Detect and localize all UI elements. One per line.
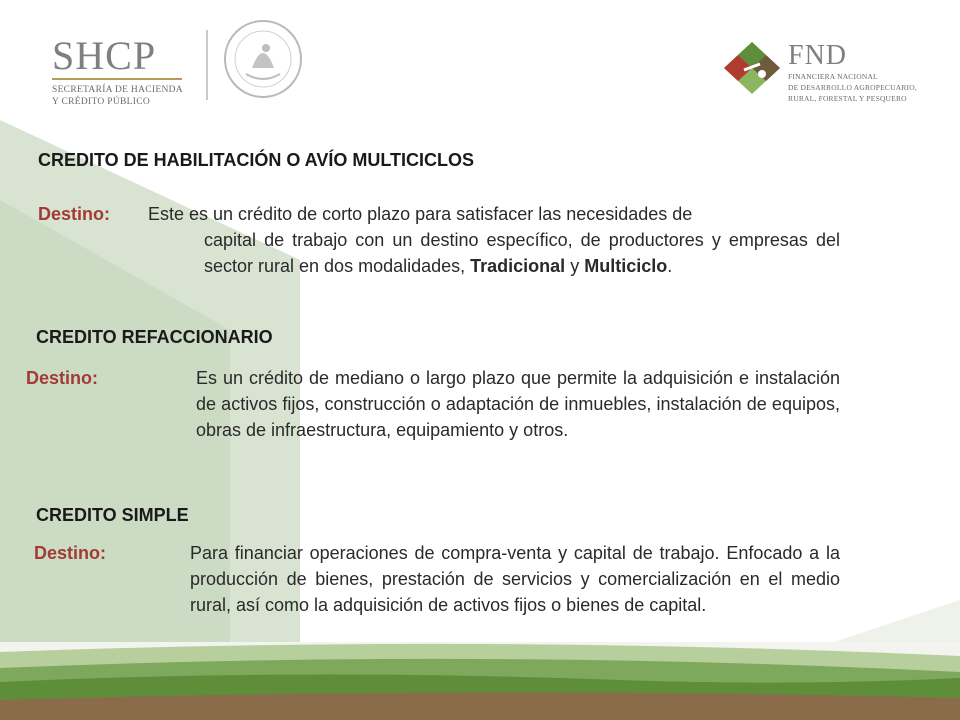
- avio-conjunction: y: [570, 256, 580, 276]
- mexico-seal-icon: [222, 18, 304, 100]
- avio-period: .: [667, 256, 673, 276]
- destino-label-avio: Destino:: [38, 204, 110, 224]
- section-title-refaccionario: CREDITO REFACCIONARIO: [36, 327, 273, 347]
- shcp-line-2: Y CRÉDITO PÚBLICO: [52, 97, 150, 107]
- destino-label-refaccionario: Destino:: [26, 368, 98, 388]
- section-title-simple: CREDITO SIMPLE: [36, 505, 189, 525]
- avio-text-first-line: Este es un crédito de corto plazo para satisfacer las necesidades de: [148, 204, 693, 224]
- avio-text-body: [204, 227, 840, 279]
- shcp-acronym: SHCP: [52, 33, 157, 78]
- fnd-line-2: DE DESARROLLO AGROPECUARIO,: [788, 83, 917, 92]
- fnd-line-1: FINANCIERA NACIONAL: [788, 72, 878, 81]
- shcp-logo: [52, 33, 202, 108]
- section-title-avio: CREDITO DE HABILITACIÓN O AVÍO MULTICICLOS: [38, 150, 474, 170]
- shcp-rule: [52, 78, 182, 80]
- logo-divider: [206, 30, 208, 100]
- fnd-line-3: RURAL, FORESTAL Y PESQUERO: [788, 94, 907, 103]
- refaccionario-text: Es un crédito de mediano o largo plazo que permite la adquisición e instalación de activos fijos, construcción o adaptación de inmuebles, instalación de equipos, obras de infraestructura, equipamiento y otros.: [196, 368, 840, 440]
- footer-band: [0, 642, 960, 720]
- avio-text-rest: capital de trabajo con un destino específico, de productores y empresas del sector rural en dos modalidades,: [204, 230, 840, 276]
- shcp-line-1: SECRETARÍA DE HACIENDA: [52, 85, 183, 95]
- fnd-acronym: FND: [788, 40, 848, 71]
- fnd-logo-icon: [722, 40, 782, 96]
- avio-modality-multiciclo: Multiciclo: [584, 256, 668, 276]
- destino-label-simple: Destino:: [34, 543, 106, 563]
- avio-modality-tradicional: Tradicional: [470, 256, 566, 276]
- simple-text: Para financiar operaciones de compra-venta y capital de trabajo. Enfocado a la producción de bienes, prestación de servicios y comercialización en el medio rural, así como la adquisición de activos fijos o bienes de capital.: [190, 543, 840, 615]
- fnd-text-block: [788, 42, 938, 103]
- header: [0, 0, 960, 110]
